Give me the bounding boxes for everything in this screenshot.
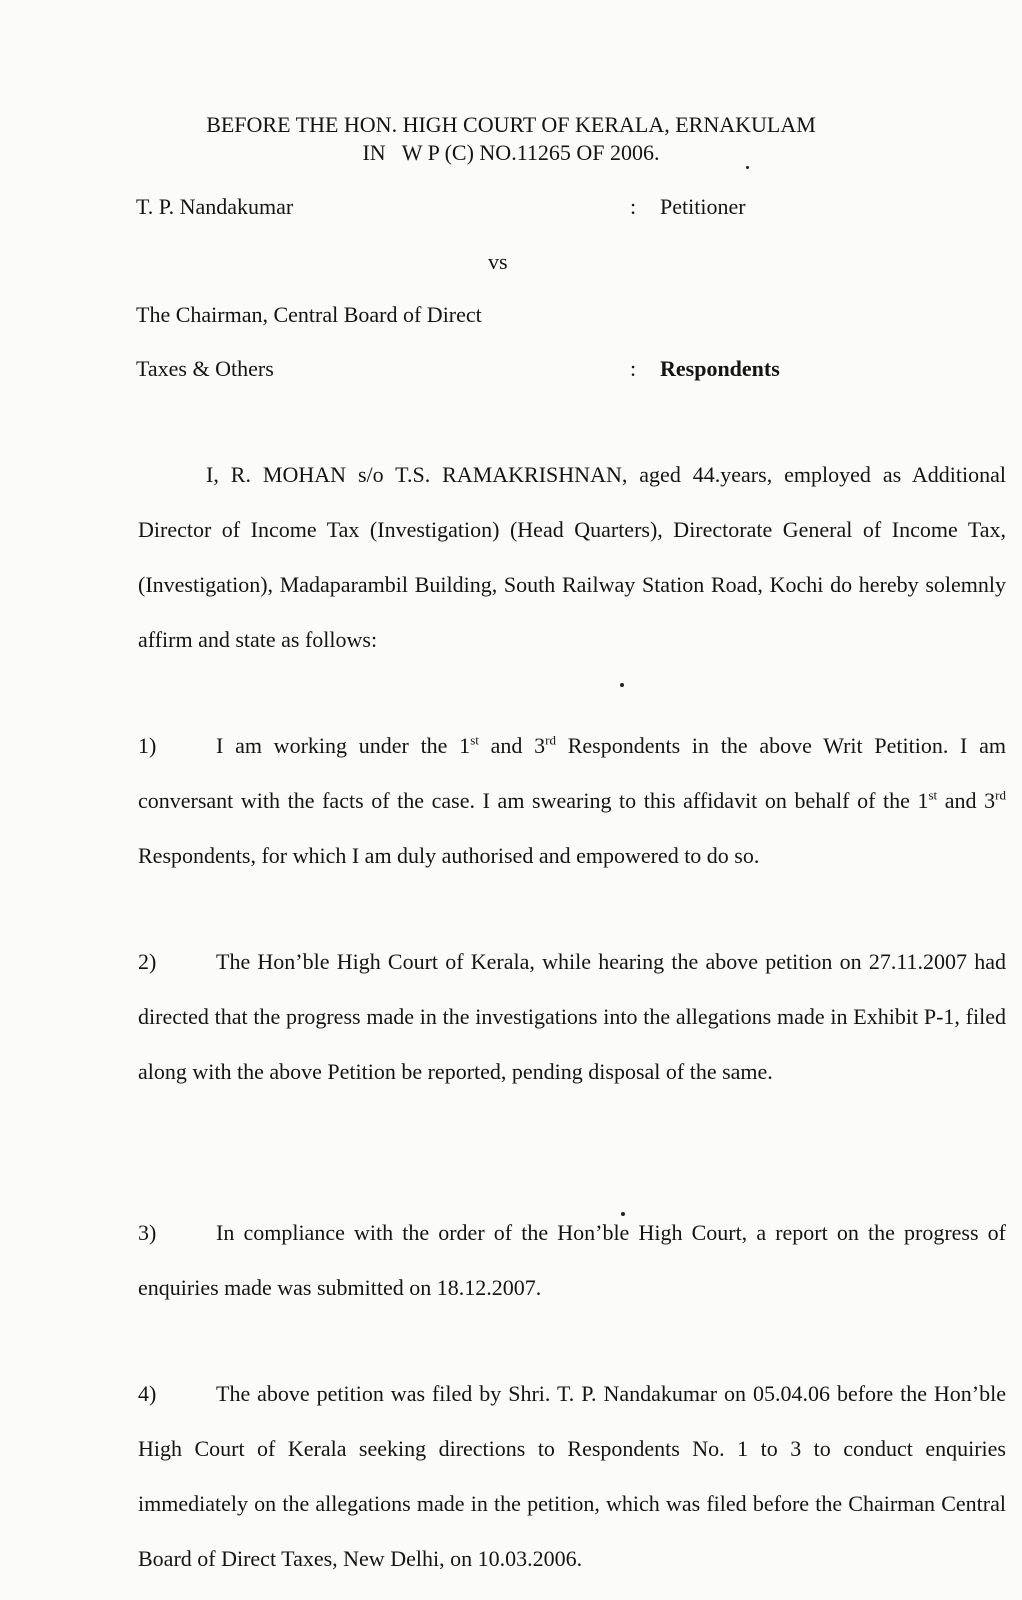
paragraph-3-number: 3) <box>138 1220 157 1245</box>
paragraph-2-number: 2) <box>138 949 157 974</box>
scan-speck <box>620 683 624 687</box>
ordinal-suffix: rd <box>995 787 1006 803</box>
paragraph-1-text-a: I am working under the 1 <box>216 733 471 758</box>
ordinal-suffix: rd <box>545 732 556 748</box>
paragraph-4-text: The above petition was filed by Shri. T. P. Nandakumar on 05.04.06 before the Hon’ble High Court of Kerala seeking directions to Respondents No. 1 to 3 to conduct enquiries immediately on the allegations made in the petition, which was filed before the Chairman Central Board of Direct Taxes, New Delhi, on 10.03.2006. <box>138 1381 1006 1571</box>
ordinal-suffix: st <box>928 787 938 803</box>
affirmation-paragraph <box>138 447 1006 667</box>
paragraph-1-text-d: and 3 <box>937 788 996 813</box>
paragraph-1-text-e: Respondents, for which I am duly authorised and empowered to do so. <box>138 843 760 868</box>
paragraph-4-number: 4) <box>138 1381 157 1406</box>
paragraph-1-text-c: Respondents in the above Writ Petition. I am conversant with the facts of the case. I am swearing to this affidavit on behalf of the 1 <box>138 733 1006 813</box>
paragraph-1-number: 1) <box>138 733 157 758</box>
respondent-name-line1: The Chairman, Central Board of Direct <box>136 302 482 327</box>
paragraph-3 <box>138 1205 1006 1315</box>
court-heading: BEFORE THE HON. HIGH COURT OF KERALA, ERNAKULAM <box>206 112 816 137</box>
petitioner-separator: : <box>630 194 637 219</box>
respondent-role: Respondents <box>660 356 780 381</box>
paragraph-1-text-b: and 3 <box>478 733 546 758</box>
scan-speck <box>621 1212 625 1216</box>
case-number: IN W P (C) NO.11265 OF 2006. <box>362 140 660 165</box>
paragraph-2 <box>138 934 1006 1099</box>
paragraph-2-text: The Hon’ble High Court of Kerala, while hearing the above petition on 27.11.2007 had directed that the progress made in the investigations into the allegations made in Exhibit P-1, filed along with the above Petition be reported, pending disposal of the same. <box>138 949 1006 1084</box>
ordinal-suffix: st <box>470 732 479 748</box>
affirmation-text: I, R. MOHAN s/o T.S. RAMAKRISHNAN, aged 44.years, employed as Additional Director of Income Tax (Investigation) (Head Quarters), Directorate General of Income Tax, (Investigation), Madaparambil Building, South Railway Station Road, Kochi do hereby solemnly affirm and state as follows: <box>138 462 1006 652</box>
versus-label: vs <box>488 249 508 274</box>
respondent-separator: : <box>630 356 637 381</box>
paragraph-4 <box>138 1366 1006 1586</box>
petitioner-name: T. P. Nandakumar <box>136 194 294 219</box>
scan-speck <box>746 166 749 169</box>
paragraph-1 <box>138 718 1006 883</box>
respondent-name-line2: Taxes & Others <box>136 356 274 381</box>
petitioner-role: Petitioner <box>660 194 746 219</box>
paragraph-3-text: In compliance with the order of the Hon’ble High Court, a report on the progress of enquiries made was submitted on 18.12.2007. <box>138 1220 1006 1300</box>
